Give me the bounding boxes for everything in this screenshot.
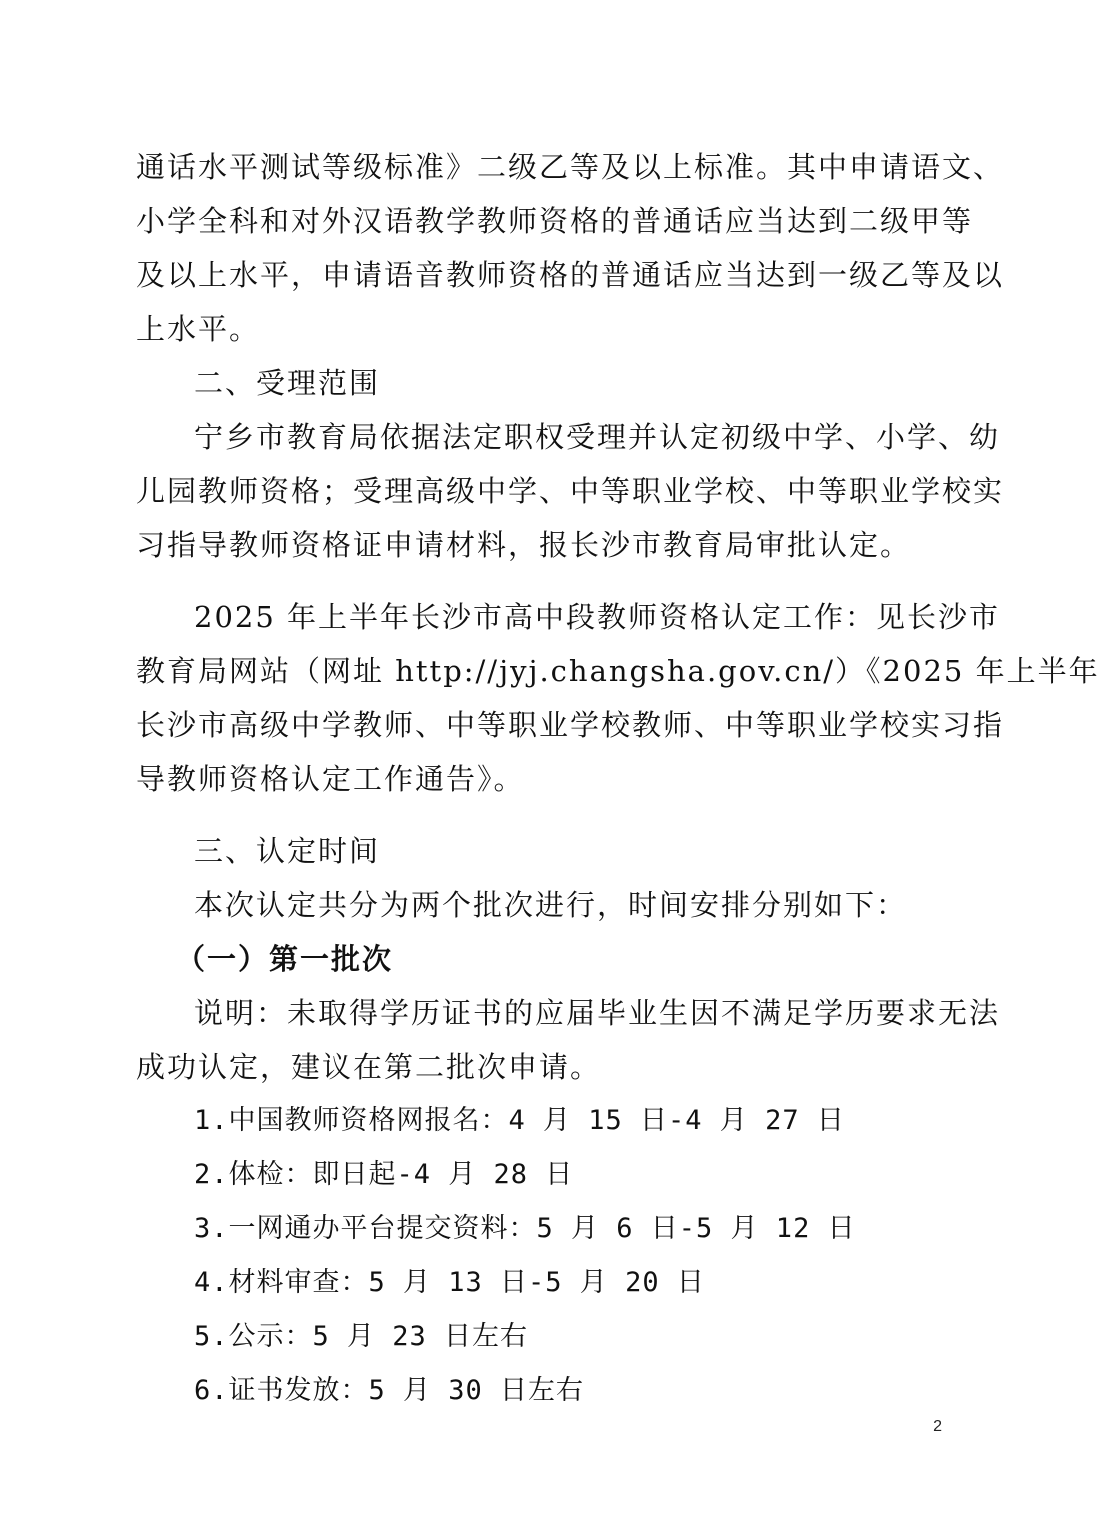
section-heading-scope: 二、受理范围	[194, 366, 381, 400]
intro-paragraph	[136, 140, 1005, 356]
paragraph-line: 习指导教师资格证申请材料，报长沙市教育局审批认定。	[136, 528, 912, 562]
document-body	[136, 140, 1100, 1418]
list-item: 1.中国教师资格网报名：4 月 15 日-4 月 27 日	[194, 1105, 845, 1136]
paragraph-line: 长沙市高级中学教师、中等职业学校教师、中等职业学校实习指	[136, 708, 1005, 742]
list-item: 2.体检：即日起-4 月 28 日	[194, 1159, 574, 1190]
section-heading-time: 三、认定时间	[194, 834, 381, 868]
paragraph-line: 上水平。	[136, 312, 261, 346]
batch1-schedule-list	[136, 1094, 936, 1418]
list-item: 5.公示：5 月 23 日左右	[194, 1321, 529, 1352]
batch1-heading: （一）第一批次	[176, 942, 394, 976]
paragraph-line: 教育局网站（网址 http://jyj.changsha.gov.cn/）《2025 年上半年	[136, 654, 1100, 688]
paragraph-line: 宁乡市教育局依据法定职权受理并认定初级中学、小学、幼	[194, 420, 1001, 454]
paragraph-line: 儿园教师资格；受理高级中学、中等职业学校、中等职业学校实	[136, 474, 1005, 508]
scope-paragraph	[136, 410, 1005, 572]
list-item: 3.一网通办平台提交资料：5 月 6 日-5 月 12 日	[194, 1213, 856, 1244]
paragraph-line: 通话水平测试等级标准》二级乙等及以上标准。其中申请语文、	[136, 150, 1005, 184]
paragraph-line: 小学全科和对外汉语教学教师资格的普通话应当达到二级甲等	[136, 204, 974, 238]
paragraph-line: 成功认定，建议在第二批次申请。	[136, 1050, 602, 1084]
list-item: 4.材料审查：5 月 13 日-5 月 20 日	[194, 1267, 705, 1298]
paragraph-line: 2025 年上半年长沙市高中段教师资格认定工作：见长沙市	[194, 600, 1001, 634]
paragraph-line: 及以上水平，申请语音教师资格的普通话应当达到一级乙等及以	[136, 258, 1005, 292]
list-item: 6.证书发放：5 月 30 日左右	[194, 1375, 585, 1406]
paragraph-line: 导教师资格认定工作通告》。	[136, 762, 525, 796]
paragraph-line: 说明：未取得学历证书的应届毕业生因不满足学历要求无法	[194, 996, 1001, 1030]
high-school-notice-paragraph	[136, 590, 1100, 806]
paragraph-gap	[136, 572, 936, 590]
page-number: 2	[933, 1418, 942, 1435]
time-intro: 本次认定共分为两个批次进行，时间安排分别如下：	[194, 888, 908, 922]
batch1-note	[136, 986, 1001, 1094]
paragraph-gap	[136, 806, 936, 824]
